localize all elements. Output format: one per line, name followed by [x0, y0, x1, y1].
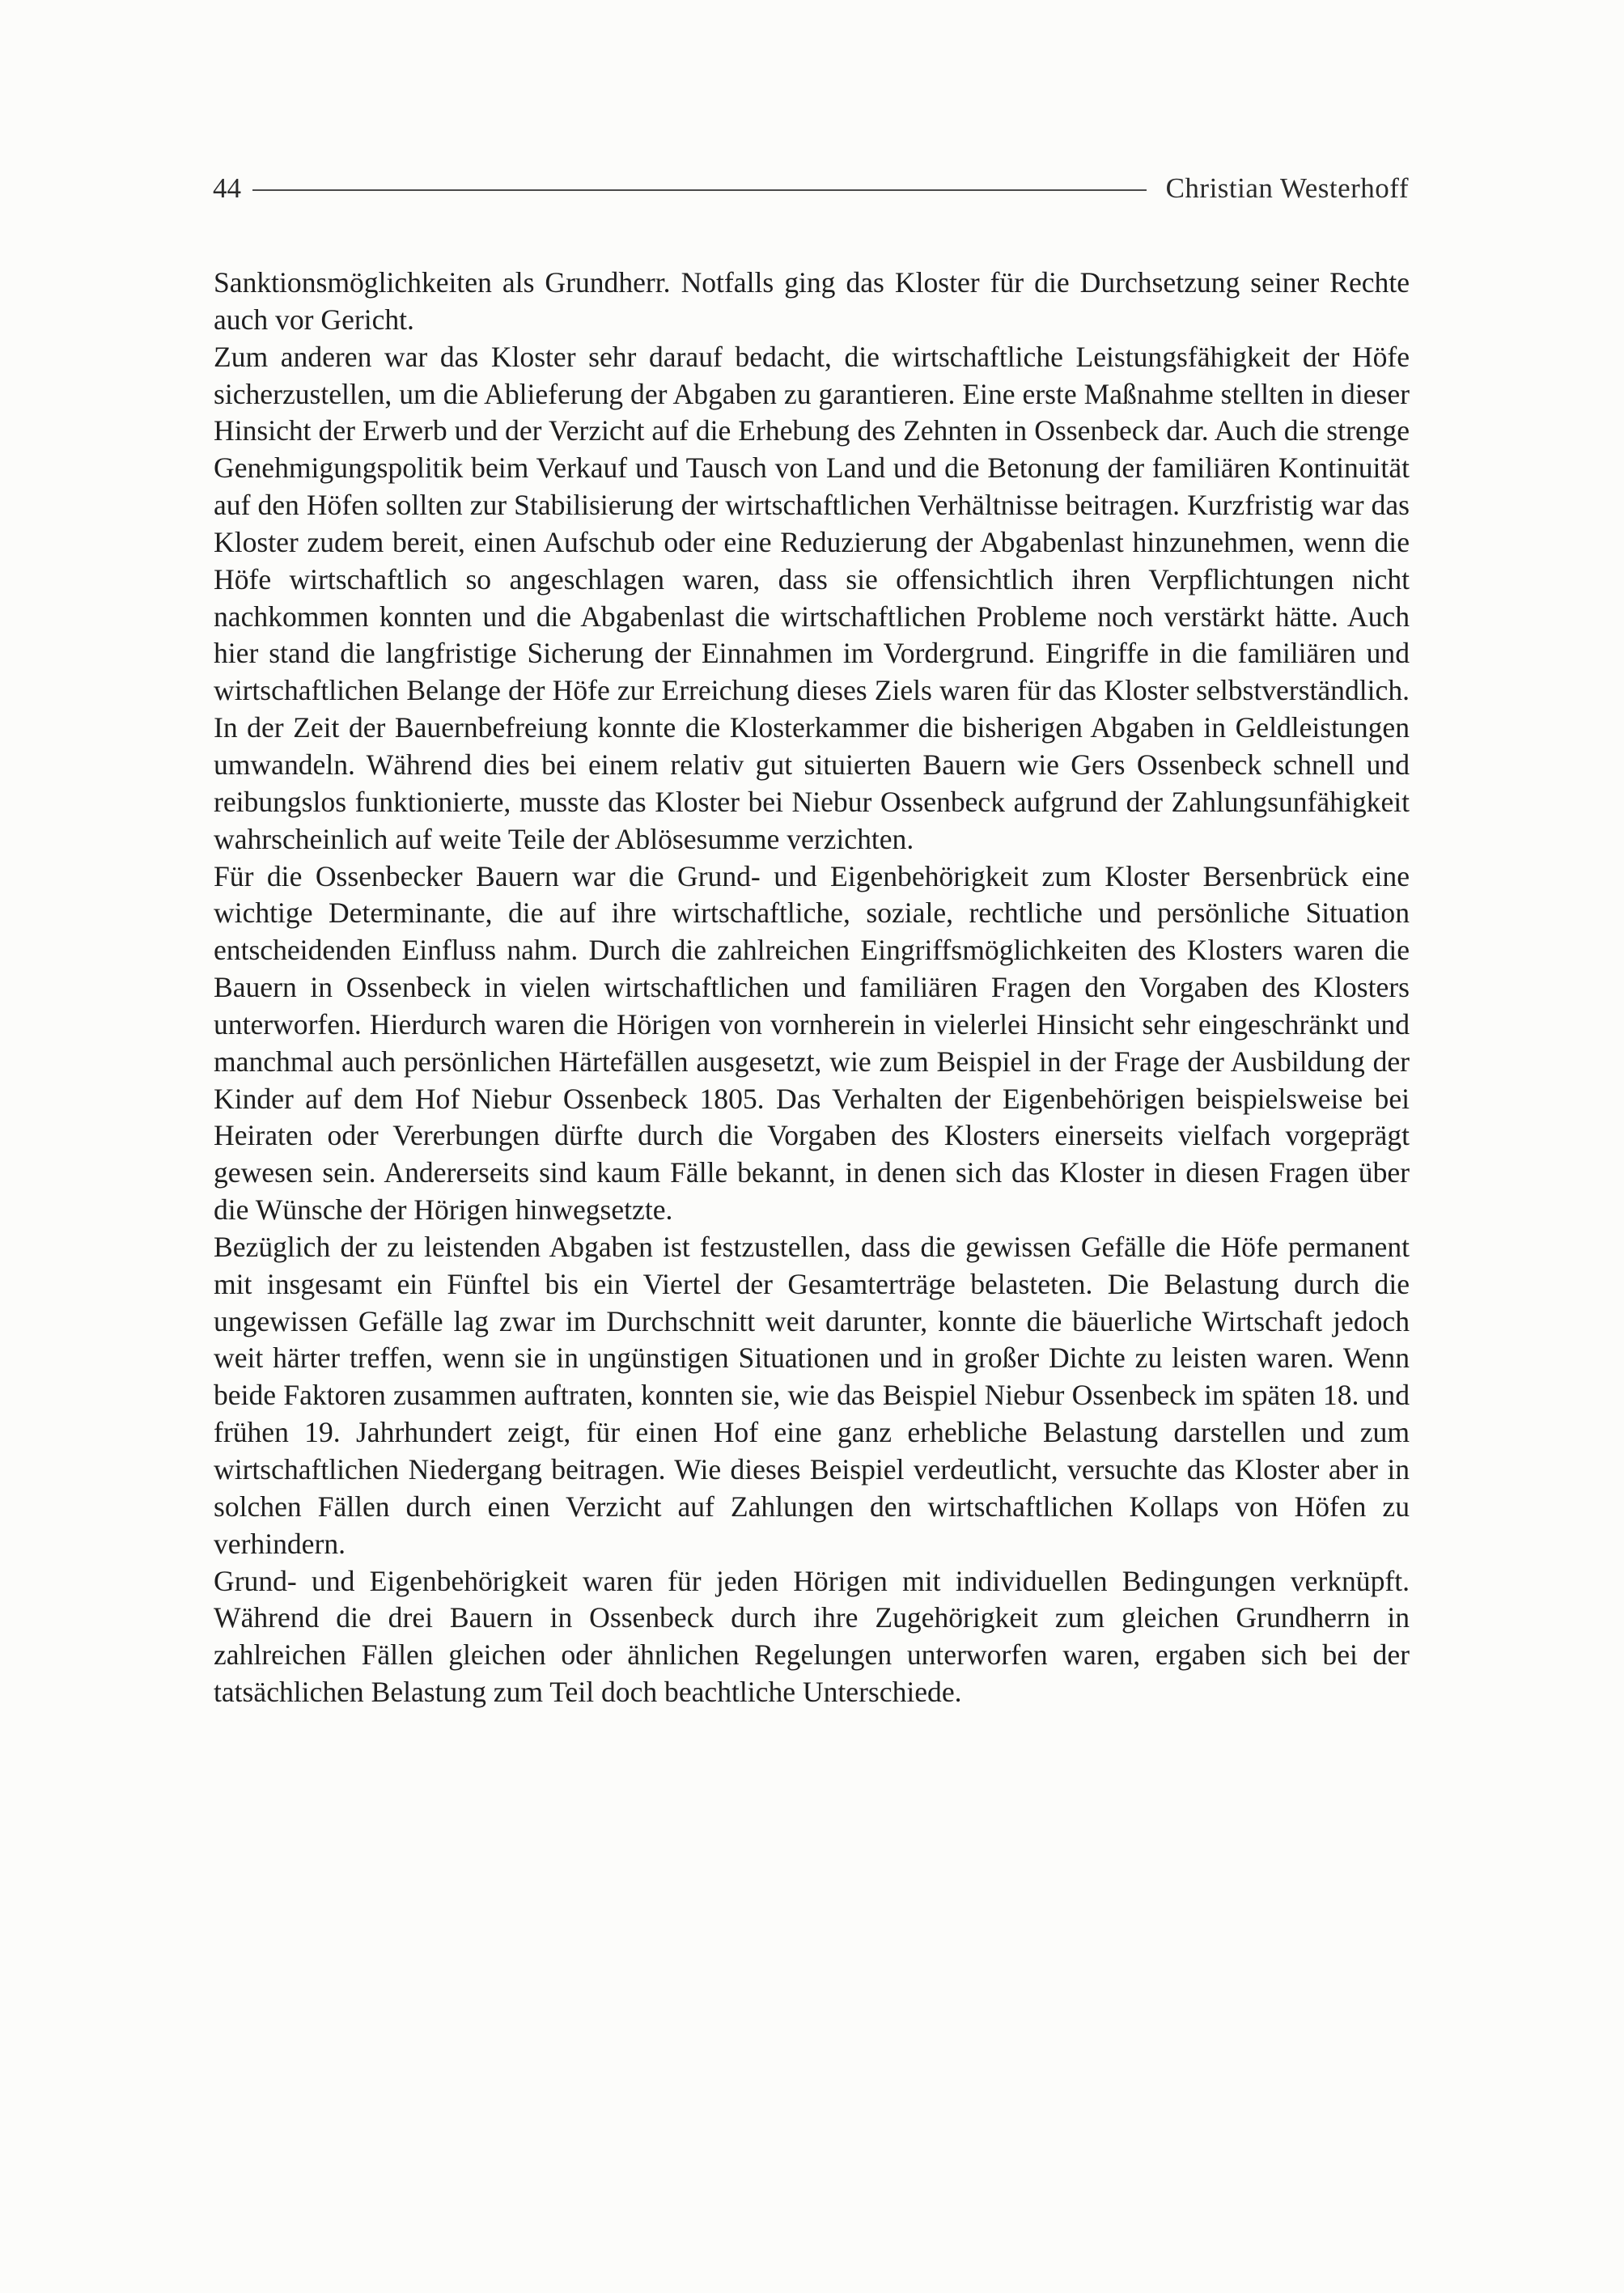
paragraph: Bezüglich der zu leistenden Abgaben ist festzustellen, dass die gewissen Gefälle die Höfe permanent mit insgesamt ein Fünftel bis ein Viertel der Gesamterträge belasteten. Die Belastung durch die ungewissen Gefälle lag zwar im Durchschnitt weit darunter, konnte die bäuerliche Wirtschaft jedoch weit härter treffen, wenn sie in ungünstigen Situationen und in großer Dichte zu leisten waren. Wenn beide Faktoren zusammen auftraten, konnten sie, wie das Beispiel Niebur Ossenbeck im späten 18. und frühen 19. Jahrhundert zeigt, für einen Hof eine ganz erhebliche Belastung darstellen und zum wirtschaftlichen Niedergang beitragen. Wie dieses Beispiel verdeutlicht, versuchte das Kloster aber in solchen Fällen durch einen Verzicht auf Zahlungen den wirtschaftlichen Kollaps von Höfen zu verhindern.: [214, 1230, 1410, 1560]
page-number: 44: [213, 172, 241, 204]
header-rule: [252, 189, 1147, 191]
paragraph: Für die Ossenbecker Bauern war die Grund- und Eigenbehörigkeit zum Kloster Bersenbrück eine wichtige Determinante, die auf ihre wirtschaftliche, soziale, rechtliche und persönliche Situation entscheidenden Einfluss nahm. Durch die zahlreichen Eingriffsmöglichkeiten des Klosters waren die Bauern in Ossenbeck in vielen wirtschaftlichen und familiären Fragen den Vorgaben des Klosters unterworfen. Hierdurch waren die Hörigen von vornherein in vielerlei Hinsicht sehr eingeschränkt und manchmal auch persönlichen Härtefällen ausgesetzt, wie zum Beispiel in der Frage der Ausbildung der Kinder auf dem Hof Niebur Ossenbeck 1805. Das Verhalten der Eigenbehörigen beispielsweise bei Heiraten oder Vererbungen dürfte durch die Vorgaben des Klosters einerseits vielfach vorgeprägt gewesen sein. Andererseits sind kaum Fälle bekannt, in denen sich das Kloster in diesen Fragen über die Wünsche der Hörigen hinwegsetzte.: [214, 859, 1410, 1227]
paragraph: Zum anderen war das Kloster sehr darauf bedacht, die wirtschaftliche Leistungsfähigkeit der Höfe sicherzustellen, um die Ablieferung der Abgaben zu garantieren. Eine erste Maßnahme stellten in dieser Hinsicht der Erwerb und der Verzicht auf die Erhebung des Zehnten in Ossenbeck dar. Auch die strenge Genehmigungspolitik beim Verkauf und Tausch von Land und die Betonung der familiären Kontinuität auf den Höfen sollten zur Stabilisierung der wirtschaftlichen Verhältnisse beitragen. Kurzfristig war das Kloster zudem bereit, einen Aufschub oder eine Reduzierung der Abgabenlast hinzunehmen, wenn die Höfe wirtschaftlich so angeschlagen waren, dass sie offensichtlich ihren Verpflichtungen nicht nachkommen konnten und die Abgabenlast die wirtschaftlichen Probleme noch verstärkt hätte. Auch hier stand die langfristige Sicherung der Einnahmen im Vordergrund. Eingriffe in die familiären und wirtschaftlichen Belange der Höfe zur Erreichung dieses Ziels waren für das Kloster selbstverständlich. In der Zeit der Bauernbefreiung konnte die Klosterkammer die bisherigen Abgaben in Geldleistungen umwandeln. Während dies bei einem relativ gut situierten Bauern wie Gers Ossenbeck schnell und reibungslos funktionierte, musste das Kloster bei Niebur Ossenbeck aufgrund der Zahlungsunfähigkeit wahrscheinlich auf weite Teile der Ablösesumme verzichten.: [214, 340, 1410, 855]
running-header: [213, 166, 1409, 211]
body-text: [214, 265, 1410, 1711]
running-head-author: Christian Westerhoff: [1165, 172, 1409, 204]
paragraph: Grund- und Eigenbehörigkeit waren für jeden Hörigen mit individuellen Bedingungen verknüpft. Während die drei Bauern in Ossenbeck durch ihre Zugehörigkeit zum gleichen Grundherrn in zahlreichen Fällen gleichen oder ähnlichen Regelungen unterworfen waren, ergaben sich bei der tatsächlichen Belastung zum Teil doch beachtliche Unterschiede.: [214, 1564, 1410, 1709]
paragraph: Sanktionsmöglichkeiten als Grundherr. Notfalls ging das Kloster für die Durchsetzung seiner Rechte auch vor Gericht.: [214, 266, 1410, 336]
